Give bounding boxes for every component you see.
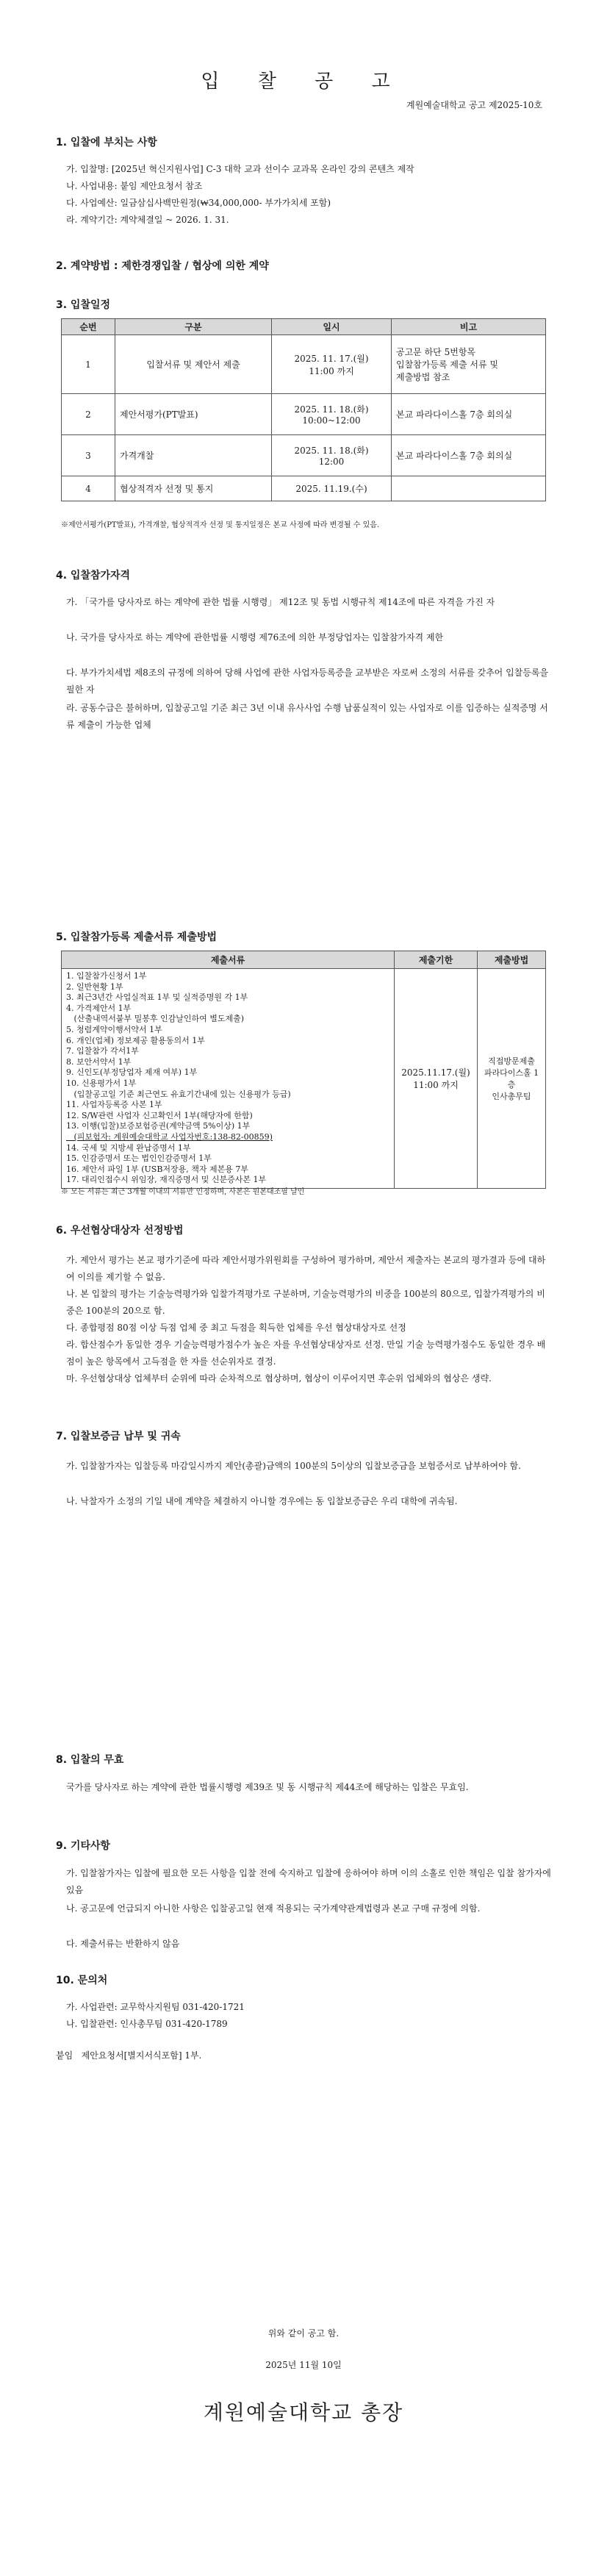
section-2-heading: 2. 계약방법 : 제한경쟁입찰 / 협상에 의한 계약 — [56, 260, 269, 272]
s4-item-a: 가. 「국가를 당사자로 하는 계약에 관한 법률 시행령」 제12조 및 동법 시행규칙 제14조에 따른 자격을 가진 자 — [66, 597, 495, 607]
list-item: 14. 국세 및 지방세 완납증명서 1부 — [66, 1142, 191, 1153]
s1-item-c: 다. 사업예산: 일금삼십사백만원정(₩34,000,000- 부가가치세 포함) — [66, 198, 331, 208]
notice-date: 2025년 11월 10일 — [265, 2360, 342, 2370]
list-item: 8. 보안서약서 1부 — [66, 1056, 132, 1067]
row-date-time: 11:00 까지 — [309, 365, 354, 376]
list-item: 3. 최근3년간 사업실적표 1부 및 실적증명원 각 1부 — [66, 992, 248, 1003]
section-8-heading: 8. 입찰의 무효 — [56, 1754, 124, 1766]
row-note-line: 공고문 하단 5번항목 — [396, 347, 476, 357]
method-cell — [478, 969, 546, 1189]
section-5-heading: 5. 입찰참가등록 제출서류 제출방법 — [56, 931, 218, 943]
col-header-date: 일시 — [272, 319, 392, 335]
list-item: 15. 인감증명서 또는 법인인감증명서 1부 — [66, 1153, 212, 1164]
table-row — [62, 394, 546, 435]
list-item: (산출내역서붙부 밀봉후 인감날인하여 별도제출) — [66, 1014, 245, 1024]
list-item: (피보험자: 계원예술대학교 사업자번호:138-82-00859) — [66, 1131, 273, 1142]
list-item: 6. 개인(업체) 정보제공 활용동의서 1부 — [66, 1035, 205, 1045]
row-note — [392, 335, 546, 394]
col-header-no: 순번 — [62, 319, 115, 335]
list-item: 17. 대리인접수시 위임장, 재직증명서 및 신분증사본 1부 — [66, 1175, 267, 1185]
section-1-heading: 1. 입찰에 부치는 사항 — [56, 137, 157, 149]
row-type: 입찰서류 및 제안서 제출 — [115, 335, 272, 394]
list-item: 9. 신인도(부정당업자 제재 여부) 1부 — [66, 1067, 198, 1078]
row-date-line: 2025. 11. 18.(화) — [294, 446, 369, 456]
s9-item-b: 나. 공고문에 언급되지 아니한 사항은 입찰공고일 현재 적용되는 국가계약관계법령과 본교 구매 규정에 의함. — [66, 1903, 481, 1914]
list-item: 11. 사업자등록증 사본 1부 — [66, 1100, 162, 1110]
table-row — [62, 435, 546, 476]
deadline-time: 11:00 까지 — [413, 1079, 459, 1090]
section-10-heading: 10. 문의처 — [56, 1975, 108, 1986]
s6-item-b: 나. 본 입찰의 평가는 기술능력평가와 입찰가격평가로 구분하며, 기술능력평가의 비중을 100분의 80으로, 입찰가격평가의 비중은 100분의 20으로 함. — [66, 1289, 545, 1316]
row-date-time: 12:00 — [318, 457, 345, 467]
row-note-line: 제출방법 참조 — [396, 372, 450, 382]
s6-item-a: 가. 제안서 평가는 본교 평가기준에 따라 제안서평가위원회를 구성하여 평가하며, 제안서 제출자는 본교의 평가결과 등에 대하여 이의를 제기할 수 없음. — [66, 1255, 546, 1282]
section-9-heading: 9. 기타사항 — [56, 1840, 111, 1852]
list-item: 13. 이행(입찰)보증보험증권(계약금액 5%이상) 1부 — [66, 1121, 251, 1131]
notice-number: 계원예술대학교 공고 제2025-10호 — [406, 100, 542, 110]
col-header-note: 비고 — [392, 319, 546, 335]
section-4-heading: 4. 입찰참가자격 — [56, 570, 131, 582]
col-header-deadline: 제출기한 — [395, 951, 478, 969]
s9-item-a: 가. 입찰참가자는 입찰에 필요한 모든 사항을 입찰 전에 숙지하고 입찰에 응하여야 하며 이의 소홀로 인한 책임은 입찰 참가자에 있음 — [66, 1868, 551, 1895]
deadline-date: 2025.11.17.(월) — [401, 1067, 470, 1078]
method-line: 직접방문제출 — [488, 1056, 535, 1066]
documents-list — [62, 969, 395, 1189]
signature: 계원예술대학교 총장 — [203, 2400, 404, 2425]
row-note: 본교 파라다이스홀 7층 회의실 — [392, 435, 546, 476]
list-item: 5. 청렴계약이행서약서 1부 — [66, 1024, 162, 1034]
list-item: 7. 입찰참가 각서1부 — [66, 1046, 139, 1056]
list-item: 2. 일반현황 1부 — [66, 981, 123, 992]
documents-footnote: ※ 모든 서류는 최근 3개월 이내의 서류만 인정하며, 사본은 원본대조필 날인 — [61, 1188, 305, 1196]
s6-item-e: 마. 우선협상대상 업체부터 순위에 따라 순차적으로 협상하며, 협상이 이루어지면 후순위 업체와의 협상은 생략. — [66, 1373, 492, 1384]
row-no: 3 — [62, 435, 115, 476]
row-date — [272, 394, 392, 435]
row-note: 본교 파라다이스홀 7층 회의실 — [392, 394, 546, 435]
row-date: 2025. 11.19.(수) — [272, 476, 392, 501]
list-item: 10. 신용평가서 1부 — [66, 1078, 137, 1088]
col-header-method: 제출방법 — [478, 951, 546, 969]
row-type: 제안서평가(PT발표) — [115, 394, 272, 435]
row-no: 2 — [62, 394, 115, 435]
row-date-line: 2025. 11. 18.(화) — [294, 404, 369, 415]
section-6-heading: 6. 우선협상대상자 선정방법 — [56, 1225, 184, 1237]
s1-item-d: 라. 계약기간: 계약체결일 ~ 2026. 1. 31. — [66, 215, 229, 225]
row-no: 4 — [62, 476, 115, 501]
page-title: 입 찰 공 고 — [201, 71, 406, 93]
row-date-line: 2025. 11. 17.(월) — [294, 353, 369, 364]
s1-item-a: 가. 입찰명: [2025년 혁신지원사업] C-3 대학 교과 선이수 교과목 온라인 강의 콘텐츠 제작 — [66, 164, 414, 174]
section-7-heading: 7. 입찰보증금 납부 및 귀속 — [56, 1431, 181, 1442]
closing-text: 위와 같이 공고 함. — [267, 2328, 340, 2339]
s6-item-d: 라. 합산점수가 동일한 경우 기술능력평가점수가 높은 자를 우선협상대상자로 선정. 만일 기술 능력평가점수도 동일한 경우 배점이 높은 항목에서 고득점을 한 자를 선순위자로 결정. — [66, 1339, 546, 1367]
s6-item-c: 다. 종합평점 80점 이상 득점 업체 중 최고 득점을 획득한 업체를 우선 협상대상자로 선정 — [66, 1323, 406, 1333]
list-item: 12. S/W관련 사업자 신고확인서 1부(해당자에 한함) — [66, 1110, 253, 1120]
col-header-docs: 제출서류 — [62, 951, 395, 969]
row-date-time: 10:00~12:00 — [302, 415, 361, 426]
method-line: 파라다이스홀 1층 — [484, 1067, 539, 1090]
s10-item-b: 나. 입찰관련: 인사총무팀 031-420-1789 — [66, 2019, 228, 2029]
s7-item-a: 가. 입찰참가자는 입찰등록 마감일시까지 제안(총괄)금액의 100분의 5이상의 입찰보증금을 보험증서로 납부하여야 함. — [66, 1461, 521, 1471]
documents-table — [61, 951, 546, 1189]
row-date — [272, 435, 392, 476]
row-note — [392, 476, 546, 501]
col-header-type: 구분 — [115, 319, 272, 335]
list-item: 1. 입찰참가신청서 1부 — [66, 971, 147, 981]
section-3-heading: 3. 입찰일정 — [56, 299, 111, 311]
schedule-table — [61, 318, 546, 501]
s8-text: 국가를 당사자로 하는 계약에 관한 법률시행령 제39조 및 동 시행규칙 제44조에 해당하는 입찰은 무효임. — [66, 1782, 469, 1792]
row-type: 가격개찰 — [115, 435, 272, 476]
list-item: 16. 제안서 파일 1부 (USB저장용, 책자 제본용 7부 — [66, 1164, 249, 1174]
list-item: (입찰공고일 기준 최근연도 유효기간내에 있는 신용평가 등급) — [66, 1089, 291, 1099]
table-row — [62, 335, 546, 394]
s9-item-c: 다. 제출서류는 반환하지 않음 — [66, 1939, 180, 1949]
method-line: 인사총무팀 — [492, 1091, 531, 1101]
list-item: 4. 가격제안서 1부 — [66, 1003, 132, 1013]
s4-item-d: 라. 공동수급은 불허하며, 입찰공고일 기준 최근 3년 이내 유사사업 수행 납품실적이 있는 사업자로 이를 입증하는 실적증명 서류 제출이 가능한 업체 — [66, 703, 548, 730]
deadline-cell — [395, 969, 478, 1189]
s4-item-c: 다. 부가가치세법 제8조의 규정에 의하여 당해 사업에 관한 사업자등록증을 교부받은 자로써 소정의 서류를 갖추어 입찰등록을 필한 자 — [66, 668, 549, 695]
table-row — [62, 476, 546, 501]
row-type: 협상적격자 선정 및 통지 — [115, 476, 272, 501]
row-note-line: 입찰참가등록 제출 서류 및 — [396, 359, 498, 370]
attachment-note: 붙임 제안요청서[별지서식포함] 1부. — [56, 2050, 202, 2061]
s10-item-a: 가. 사업관련: 교무학사지원팀 031-420-1721 — [66, 2002, 245, 2012]
s4-item-b: 나. 국가를 당사자로 하는 계약에 관한법률 시행령 제76조에 의한 부정당업자는 입찰참가자격 제한 — [66, 632, 444, 643]
s7-item-b: 나. 낙찰자가 소정의 기일 내에 계약을 체결하지 아니할 경우에는 동 입찰보증금은 우리 대학에 귀속됨. — [66, 1496, 458, 1506]
row-no: 1 — [62, 335, 115, 394]
schedule-footnote: ※제안서평가(PT발표), 가격개찰, 협상적격자 선정 및 통지일정은 본교 사정에 따라 변경될 수 있음. — [61, 521, 380, 529]
s1-item-b: 나. 사업내용: 붙임 제안요청서 참조 — [66, 181, 203, 191]
row-date — [272, 335, 392, 394]
